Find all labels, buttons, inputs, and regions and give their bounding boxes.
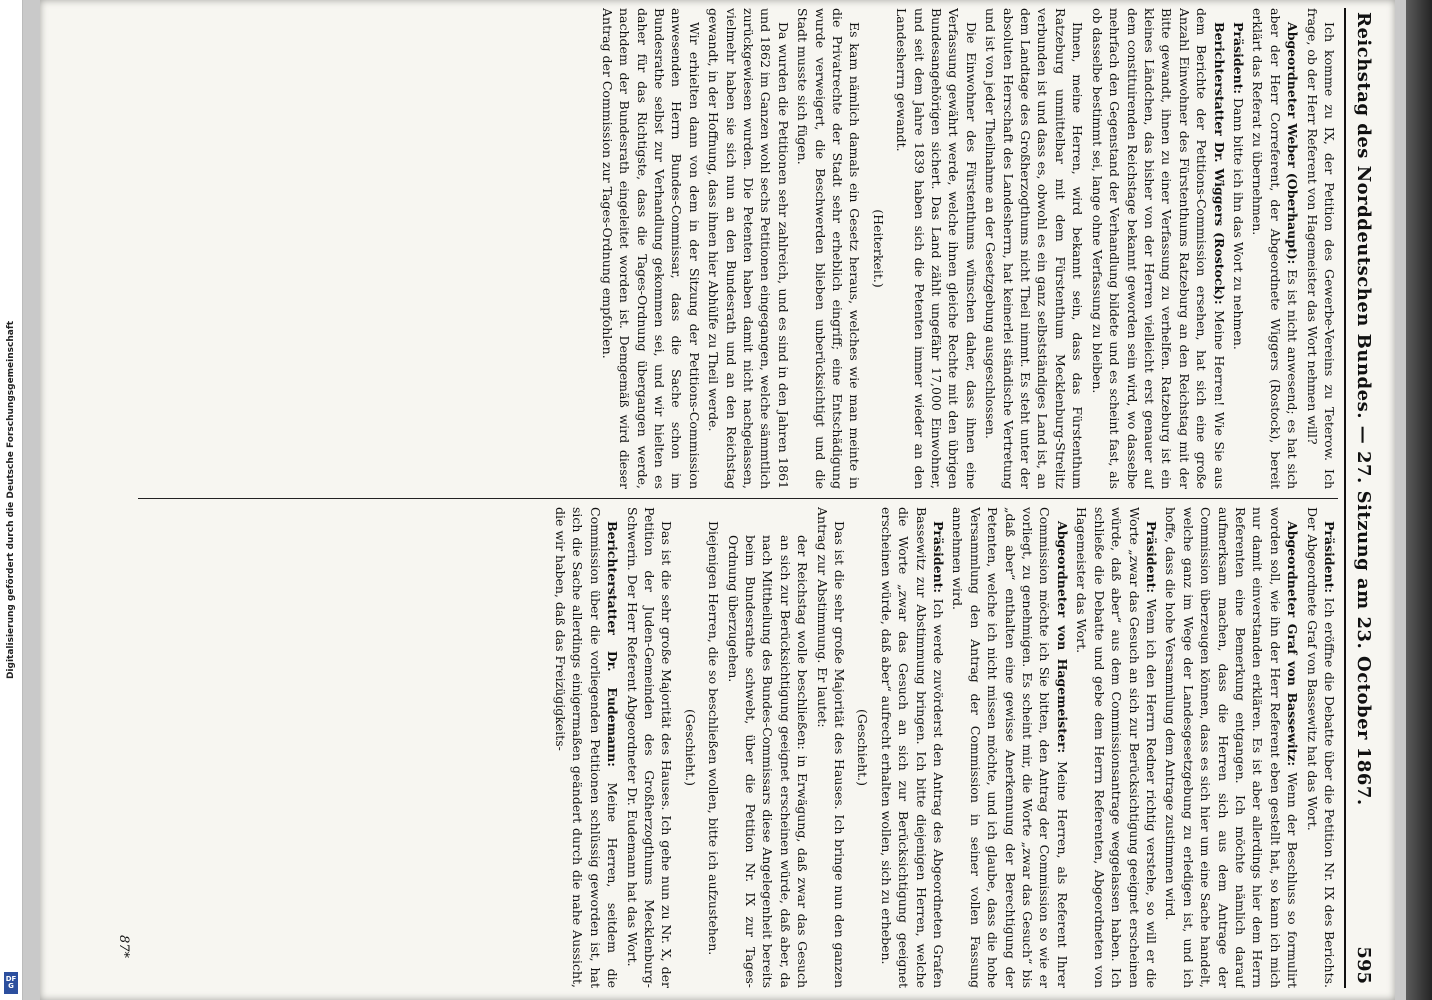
paragraph-text: Wir erhielten dann von dem in der Sitzung der Petitions-Commission anwesenden Herrn Bundes-Commissar, dass die Sache schon im Bundesrathe selbst zur Verhandlung gekommen sei, und wir hielten es daher für das Richtigste, dass die Tages-Ordnung übergangen werde, nachdem der Bundesrath eingeleitet worden ist. Demgemäß wird dieser Antrag der Commission zur Tages-Ordnung empfohlen. [599, 8, 702, 489]
speaker-name: Berichterstatter Dr. Wiggers (Rostock): [1211, 22, 1227, 305]
paragraph-text: Meine Herren, seitdem die Commission über die vorliegenden Petitionen schlüssig geworden ist, hat sich die Sache allerdings einigermaßen geändert durch die nahe Aussicht, die wir haben, daß das Freizügigkeits- [552, 507, 621, 988]
column-rule [138, 498, 1338, 499]
dfg-logo-icon [4, 972, 18, 994]
stage-direction: (Heiterkeit.) [870, 209, 886, 288]
paragraph [1230, 8, 1247, 489]
paragraph [877, 507, 947, 988]
stage-direction: (Geschieht.) [682, 708, 698, 787]
scanner-edge [1406, 0, 1432, 1000]
stage-direction: (Geschieht.) [855, 708, 871, 787]
speaker-name: Präsident: [1143, 521, 1159, 594]
paragraph-text: Diejenigen Herren, die so beschließen wollen, bitte ich aufzustehen. [706, 521, 722, 956]
paragraph-text: Es ist nicht anwesend; es hat sich aber der Herr Correferent, der Abgeordnete Wiggers (Rostock), bereit erklärt das Referat zu übernehmen. [1250, 8, 1301, 489]
paragraph-text: Das ist die sehr große Majorität des Hauses. Ich gehe nun zu Nr. X, der Petition der Juden-Gemeinden des Großherzogthums Mecklenburg-Schwerin. Der Herr Referent Abgeordneter Dr. Eudemann hat das Wort. [624, 507, 675, 988]
signature-mark: 87* [116, 934, 131, 958]
paragraph-text: Es kam nämlich damals ein Gesetz heraus, welches wie man meinte in die Privatrechte der Stadt sehr erheblich eingriff; eine Entschädigung wurde verweigert, die Beschwerden blieben unberücksichtigt und die Stadt musste sich fügen. [795, 8, 863, 489]
paragraph-text: Ich werde zuvörderst den Antrag des Abgeordneten Grafen Bassewitz zur Abstimmung bringen. Ich bitte diejenigen Herren, welche die Worte „zwar das Gesuch an sich zur Berücksichtigung geeignet erscheinen würde, daß aber“ aufrecht erhalten wollen, sich zu erheben. [878, 507, 947, 988]
speaker-name: Abgeordneter von Hagemeister: [1054, 521, 1070, 754]
paragraph [1088, 8, 1227, 489]
paragraph-text: Wenn ich den Herrn Redner richtig verstehe, so will er die Worte „zwar das Gesuch an sich zur Berücksichtigung geeignet erscheinen würde, daß aber“ aus dem Commissionsantrage weggelassen haben. Ich schließe die Debatte und gebe dem Herrn Referenten, Abgeordneten von Hagemeister das Wort. [1074, 507, 1159, 988]
paragraph-text: Die Einwohner des Fürstenthums wünschen daher, dass ihnen eine Verfassung gewährt werde, welche ihnen gleiche Rechte mit den übrigen Bundesangehörigen sichert. Das Land zählt ungefähr 17,000 Einwohner, und seit dem Jahre 1839 haben sich die Petenten immer wieder an den Landesherrn gewandt. [894, 8, 979, 489]
page-header [1344, 8, 1382, 988]
paragraph [1249, 8, 1301, 489]
paragraph [1162, 507, 1301, 988]
paragraph [623, 507, 675, 988]
paragraph [794, 8, 864, 489]
speaker-name: Berichterstatter Dr. Eudemann: [605, 521, 621, 767]
paragraph-text: Ich komme zu IX, der Petition des Gewerbe-Vereins zu Teterow. Ich frage, ob der Herr Referent von Hagemeister das Wort nehmen will? [1304, 8, 1337, 489]
paragraph [598, 8, 702, 489]
scanned-page [40, 0, 1395, 1000]
paragraph [982, 8, 1086, 489]
paragraph [1073, 507, 1160, 988]
left-column [118, 8, 1338, 489]
paragraph [949, 507, 1071, 988]
speaker-name: Präsident: [1230, 22, 1246, 95]
rotated-page-content [102, 8, 1382, 988]
paragraph [893, 8, 980, 489]
speaker-name: Abgeordneter Graf von Bassewitz: [1285, 521, 1301, 767]
credit-text: Digitalisierung gefördert durch die Deutsche Forschungsgemeinschaft [6, 320, 16, 680]
page-number: 595 [1353, 946, 1375, 984]
paragraph [705, 8, 792, 489]
right-column [118, 507, 1338, 988]
dfg-logo-line1: DF [5, 975, 17, 983]
dfg-logo-line2: G [8, 982, 14, 990]
paragraph-text: Ich eröffne die Debatte über die Petition Nr. IX des Berichts. Der Abgeordnete Graf von Bassewitz hat das Wort. [1304, 507, 1337, 988]
paragraph-text: Meine Herren, als Referent Ihrer Commission möchte ich Sie bitten, den Antrag der Commission so wie er vorliegt, zu genehmigen. Es scheint mir, die Worte „zwar das Gesuch“ bis „daß aber“ enthalten eine gewisse Anerkennung der Berechtigung der Petenten, welche ich nicht missen möchte, und ich glaube, dass die hohe Versammlung den Antrag der Commission in seiner vollen Fassung annehmen wird. [950, 507, 1070, 988]
paragraph [813, 507, 848, 988]
credit-sidebar [0, 0, 23, 1000]
paragraph-text: Das ist die sehr große Majorität des Hauses. Ich bringe nun den ganzen Antrag zur Abstimmung. Er lautet: [814, 507, 848, 988]
motion-quote: der Reichstag wolle beschließen: in Erwägung, daß zwar das Gesuch an sich zur Berücksichtigung geeignet erscheinen würde, daß aber, da nach Mittheilung des Bundes-Commissars diese Angelegenheit bereits beim Bundesrathe schwebt, über die Petition Nr. IX zur Tages-Ordnung überzugehen. [725, 535, 811, 988]
page-header-title: Reichstag des Norddeutschen Bundes. — 27. Sitzung am 23. October 1867. [1353, 12, 1375, 806]
paragraph-text: Ihnen, meine Herren, wird bekannt sein, dass das Fürstenthum Ratzeburg unmittelbar mit dem Fürstenthum Mecklenburg-Strelitz verbunden ist und dass es, obwohl es ein ganz selbstständiges Land ist, an dem Landtage des Großherzogthums nicht Theil nimmt. Es steht unter der absoluten Herrschaft des Landesherrn, hat keinerlei ständische Vertretung und ist von jeder Theilnahme an der Gesetzgebung ausgeschlossen. [983, 8, 1086, 489]
paragraph-text: Da wurden die Petitionen sehr zahlreich, und es sind in den Jahren 1861 und 1862 im Ganzen wohl sechs Petitionen eingegangen, welche sämmtlich zurückgewiesen wurden. Die Petenten haben damit nicht nachgelassen, vielmehr haben sie sich nun an den Bundesrath und an den Reichstag gewandt, in der Hoffnung, dass ihnen hier Abhülfe zu Theil werde. [706, 8, 791, 489]
paragraph-text: Meine Herren! Wie Sie aus dem Berichte der Petitions-Commission ersehen, hat sich eine große Anzahl Einwohner des Fürstenthums Ratzeburg an den Reichstag mit der Bitte gewandt, ihnen zu einer Verfassung zu verhelfen. Ratzeburg ist ein kleines Ländchen, das bisher von der Herren vielleicht erst genauer auf dem constituirenden Reichstage bekannt geworden sein wird, wo dasselbe mehrfach den Gegenstand der Verhandlung bildete und es scheint fast, als ob dasselbe bestimmt sei, lange ohne Verfassung zu bleiben. [1089, 8, 1227, 489]
paragraph [1303, 8, 1338, 489]
paragraph [552, 507, 622, 988]
paragraph [705, 507, 722, 988]
text-columns [118, 8, 1344, 988]
speaker-name: Präsident: [1322, 521, 1337, 594]
paragraph [1303, 507, 1338, 988]
paragraph-text: Wenn der Beschluss so formulirt worden soll, wie ihn der Herr Referent eben gestellt hat, so kann ich mich nur damit einverstanden erklären. Es ist aber allerdings hier dem Herrn Referenten eine Bemerkung entgangen. Ich möchte nämlich darauf aufmerksam machen, dass die Herren sich aus dem Antrage der Commission überzeugen können, dass es sich hier um eine Sache handelt, welche ganz im Wege der Landesgesetzgebung zu erledigen ist, und ich hoffe, dass die hohe Versammlung dem Antrage zustimmen wird. [1163, 507, 1301, 988]
paragraph-text: Dann bitte ich ihn das Wort zu nehmen. [1230, 98, 1246, 350]
speaker-name: Abgeordneter Weber (Oberhaupt): [1285, 22, 1301, 265]
speaker-name: Präsident: [931, 521, 947, 594]
